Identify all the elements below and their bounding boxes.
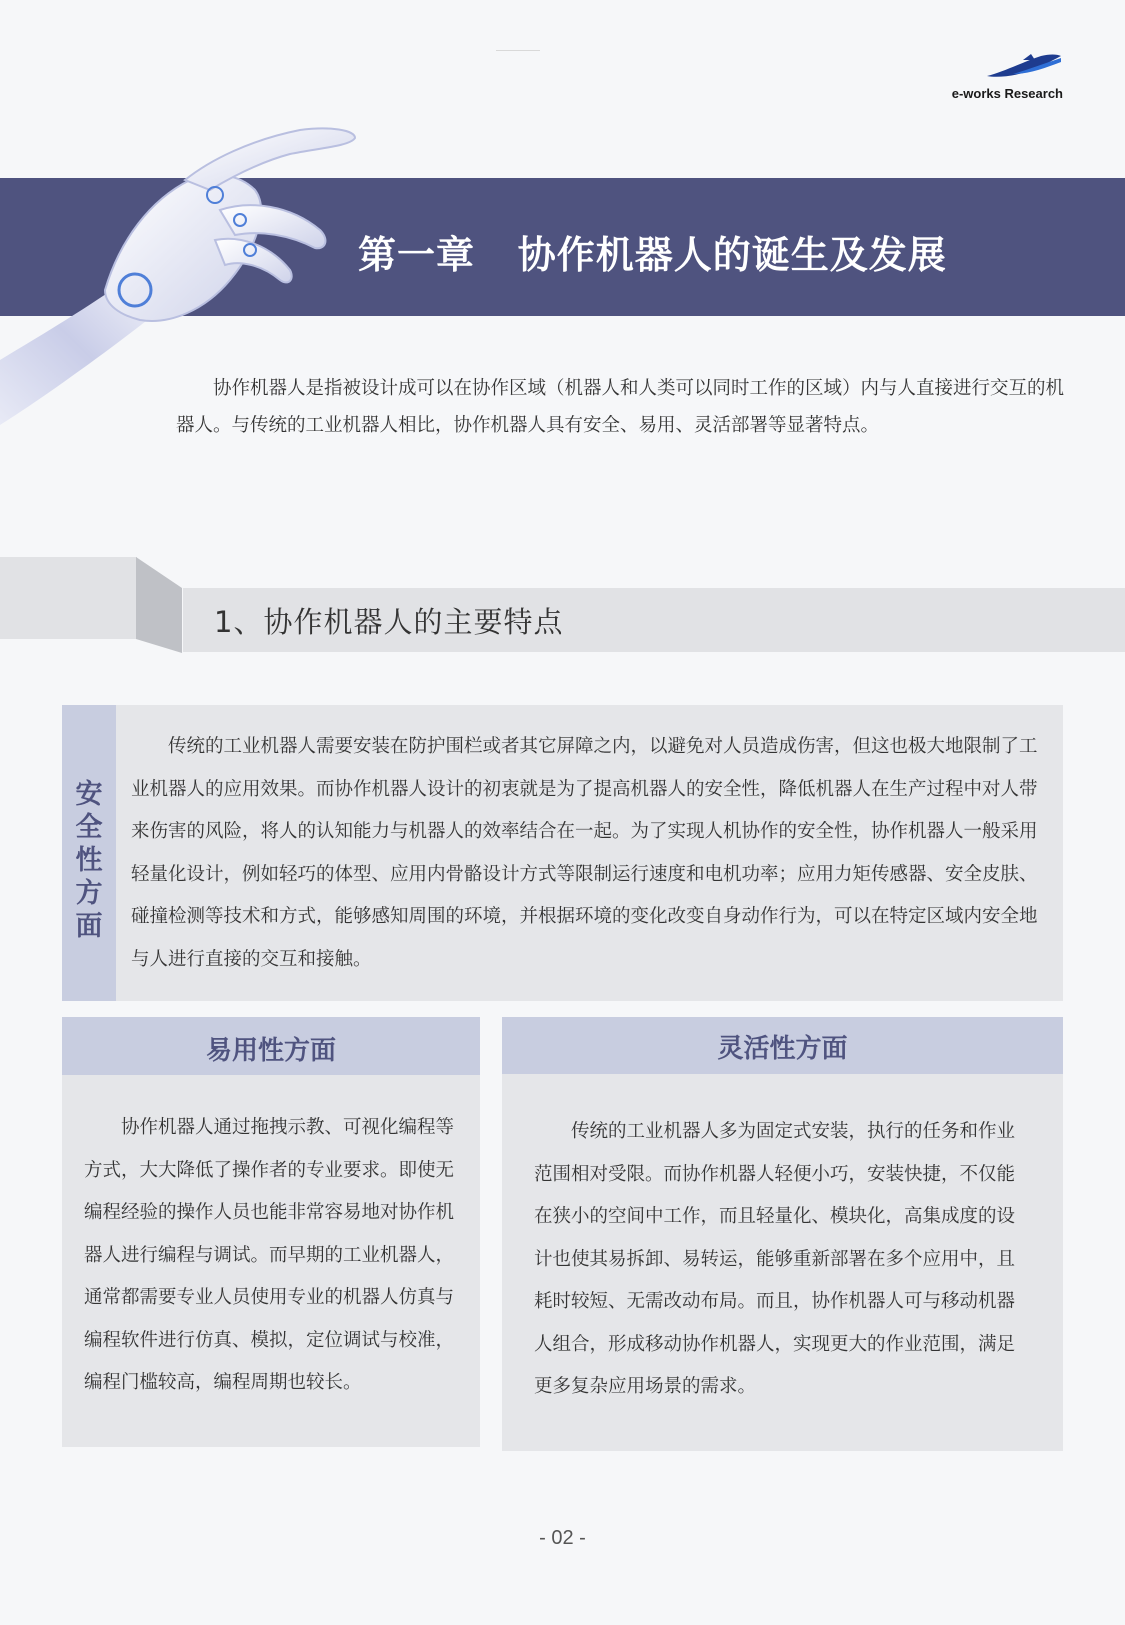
section-header-fold bbox=[136, 557, 184, 653]
flexibility-card-title: 灵活性方面 bbox=[717, 1034, 848, 1064]
page-number: - 02 - bbox=[539, 1527, 586, 1549]
logo-text: e-works Research bbox=[951, 86, 1063, 101]
eworks-logo bbox=[943, 52, 1063, 102]
chapter-title: 第一章 协作机器人的诞生及发展 bbox=[358, 233, 947, 277]
ease-card-title: 易用性方面 bbox=[205, 1036, 336, 1066]
intro-paragraph: 协作机器人是指被设计成可以在协作区域（机器人和人类可以同时工作的区域）内与人直接进行交互的机器人。与传统的工业机器人相比，协作机器人具有安全、易用、灵活部署等显著特点。 bbox=[176, 378, 1065, 436]
flexibility-card bbox=[502, 1017, 1063, 1451]
logo-swoosh-icon bbox=[983, 52, 1063, 82]
safety-label: 安全性方面 bbox=[75, 779, 103, 942]
top-divider bbox=[496, 50, 540, 51]
ease-card-paragraph: 协作机器人通过拖拽示教、可视化编程等方式，大大降低了操作者的专业要求。即使无编程经验的操作人员也能非常容易地对协作机器人进行编程与调试。而早期的工业机器人，通常都需要专业人员使用专业的机器人仿真与编程软件进行仿真、模拟，定位调试与校准，编程门槛较高，编程周期也较长。 bbox=[84, 1117, 455, 1393]
ease-of-use-card bbox=[62, 1017, 480, 1447]
flexibility-card-paragraph: 传统的工业机器人多为固定式安装，执行的任务和作业范围相对受限。而协作机器人轻便小巧，安装快捷，不仅能在狭小的空间中工作，而且轻量化、模块化，高集成度的设计也使其易拆卸、易转运，能够重新部署在多个应用中，且耗时较短、无需改动布局。而且，协作机器人可与移动机器人组合，形成移动协作机器人，实现更大的作业范围，满足更多复杂应用场景的需求。 bbox=[534, 1121, 1016, 1397]
section-title: 1、协作机器人的主要特点 bbox=[214, 605, 564, 639]
safety-paragraph: 传统的工业机器人需要安装在防护围栏或者其它屏障之内，以避免对人员造成伤害，但这也极大地限制了工业机器人的应用效果。而协作机器人设计的初衷就是为了提高机器人的安全性，降低机器人在生产过程中对人带来伤害的风险，将人的认知能力与机器人的效率结合在一起。为了实现人机协作的安全性，协作机器人一般采用轻量化设计，例如轻巧的体型、应用内骨骼设计方式等限制运行速度和电机功率；应用力矩传感器、安全皮肤、碰撞检测等技术和方式，能够感知周围的环境，并根据环境的变化改变自身动作行为，可以在特定区域内安全地与人进行直接的交互和接触。 bbox=[131, 736, 1038, 970]
section-header-left-block bbox=[0, 557, 137, 639]
